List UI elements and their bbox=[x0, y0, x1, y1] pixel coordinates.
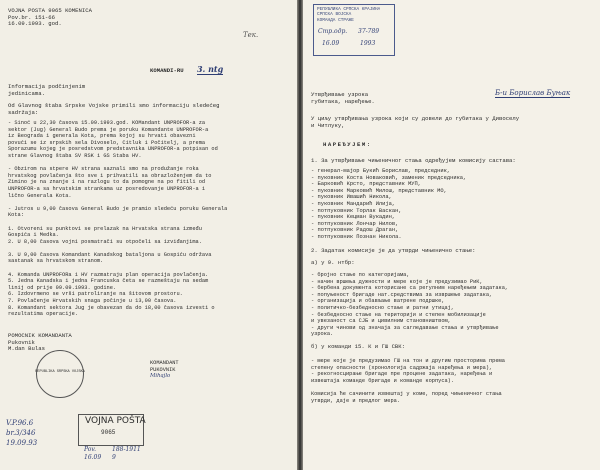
text-line: 188-1911 bbox=[112, 446, 141, 453]
text-line: Informacija podčinjenim bbox=[8, 84, 86, 90]
text-line: Pov.br. 151-66 bbox=[8, 14, 55, 21]
text-line: M.dan Bulas bbox=[8, 346, 45, 353]
text-line: Kota: bbox=[8, 212, 24, 219]
recipient-line bbox=[150, 66, 223, 75]
text-line: 6. Izdovrmeno se vrši patroliranje na šitovom prostoru. bbox=[8, 291, 183, 298]
military-post-stamp bbox=[78, 414, 144, 446]
text-line: - Obzirom na stpere HV strana saznali smo na produžanje roka bbox=[8, 166, 199, 173]
text-line: PUKOVNIK bbox=[150, 366, 176, 373]
text-line: извештаја команде бригаде и команде корпуса). bbox=[311, 377, 455, 384]
intro-block bbox=[311, 116, 519, 129]
text-line: - бербена документа которисанe са регулним наређењем задатака, bbox=[311, 285, 509, 292]
text-line: KOMANDANT bbox=[150, 360, 179, 366]
text-line bbox=[8, 245, 227, 252]
paragraph-1: 1. За утврђивање чињеничног стања одређујем комисију састава: bbox=[311, 157, 516, 164]
text-line: POMOĆNIK KOMANDANTA bbox=[8, 333, 72, 339]
text-line: - потпуковник Радош Драган, bbox=[311, 227, 399, 234]
paragraph-2b: б) у команди 15. К и ГШ СВК: bbox=[311, 343, 405, 350]
corner-handwriting: Тек. bbox=[243, 31, 259, 39]
text-line: povući se iz srpskih sela Divoselo, Čitluk i Počitelj, a prema bbox=[8, 139, 206, 146]
text-line: - попуњеност бригаде нат.средствима за извршење задатака, bbox=[311, 291, 493, 298]
text-line: - организација и обављање ватрене подршке, bbox=[311, 298, 445, 305]
text-line: - пуковник Кецман Вукадин, bbox=[311, 214, 396, 221]
text-line: - пуковник Марковић Милош, представник МО, bbox=[311, 187, 447, 194]
left-document-page bbox=[0, 0, 297, 470]
text-line: 3. ntg bbox=[196, 64, 224, 74]
text-line: утврди, даје и предлог мера. bbox=[311, 397, 401, 404]
text-line: - други чинови од значаја за сагледавање стања и утврђивање bbox=[311, 324, 499, 331]
text-line: - потпуковник Торлак Васкан, bbox=[311, 207, 402, 214]
text-line: iz Beograda i generala Kota, prema kojoj su hrvati obavezni bbox=[8, 133, 196, 140]
text-line: - рекогносцирање бригаде пре процене задатака, наређења и bbox=[311, 371, 493, 378]
text-line: и Читлуку, bbox=[311, 122, 345, 129]
text-line: 4. Komanda UNPROFORa i HV razmatraju plan operacija povlačenja. bbox=[8, 271, 209, 278]
text-line bbox=[8, 219, 227, 226]
text-line: 16.09 bbox=[84, 454, 102, 461]
paragraph-2: 2. Задатак комисије је да утврди чињенично стање: bbox=[311, 247, 476, 254]
text-line: br.3/346 bbox=[6, 429, 36, 437]
text-line: узрока. bbox=[311, 331, 334, 338]
text-line: - Барковић Крсто, представник МУП, bbox=[311, 181, 421, 188]
text-line: - пуковник Мандарић Илија, bbox=[311, 200, 396, 207]
text-line: - генерал-мајор Букић Борислав, председник, bbox=[311, 168, 451, 174]
text-line: - потпуковник Познан Никола. bbox=[311, 233, 402, 240]
header-block bbox=[8, 8, 92, 28]
text-line: KOMANDI-RU bbox=[150, 67, 184, 74]
text-line: 9065 bbox=[101, 429, 116, 436]
text-line bbox=[8, 265, 227, 272]
text-line: strane Glavnog štaba SV RSK i GŠ Štaba HV. bbox=[8, 152, 142, 159]
text-line: rezultatima operacije. bbox=[8, 311, 78, 318]
text-line: губитака, наређење. bbox=[311, 98, 375, 105]
text-line bbox=[311, 384, 505, 391]
text-line: Pukovnik bbox=[8, 339, 35, 346]
text-line: 1993 bbox=[360, 40, 376, 47]
text-line: 3. U 9,00 časova Komandant Kanadskog bataljona u Gospiću održava bbox=[8, 251, 212, 258]
text-line: 19.09.93 bbox=[6, 439, 38, 447]
list-a bbox=[311, 272, 508, 338]
text-line: Стр.одр. bbox=[318, 28, 348, 35]
text-line: КОМАНДА СТРАЖЕ bbox=[317, 17, 354, 23]
intro-block bbox=[8, 103, 219, 116]
text-line: - пуковник Ивашић Никола, bbox=[311, 194, 392, 201]
text-line: jedinicama. bbox=[8, 90, 45, 97]
text-line: степену опасности (хронологија садржаја наређења и мера), bbox=[311, 364, 493, 371]
text-line bbox=[8, 160, 227, 167]
text-line: Комисија ће сачинити извештај у коме, поред чињеничног стања bbox=[311, 390, 502, 397]
text-line: sektor (Jug) General Budo prema je poruku Komandante UNPROFOR-a bbox=[8, 126, 209, 133]
text-line: hrvatskog povlačenja što sve i prihvatili sa obrazloženjem da to bbox=[8, 172, 212, 179]
text-line: 16.09.1993. god. bbox=[8, 21, 62, 28]
signer-block bbox=[150, 360, 179, 380]
text-line: 2. U 8,00 časova vojni posmatrači su otpočeli sa izviđanjima. bbox=[8, 238, 202, 245]
text-line: У циљу утврђивања узрока који су довели до губитака у Дивоселу bbox=[311, 116, 520, 122]
registry-stamp bbox=[313, 4, 395, 56]
text-line: UNPROFOR-a sa hrvatskim strankama uz posredovanje UNPROFOR-a i bbox=[8, 185, 206, 192]
text-line: - политичко-безбедносно стање и ратни утицај, bbox=[311, 304, 455, 311]
text-line: - бројно стање по категоријама, bbox=[311, 272, 410, 278]
text-line: Od Glavnog štaba Srpske Vojske primili smo informaciju sledećeg bbox=[8, 103, 220, 109]
text-line: VOJNA POŠTA 9065 KOMENICA bbox=[8, 8, 92, 14]
text-line: Утврђивање узрока bbox=[311, 92, 369, 98]
text-line: VOJNA POŠTA bbox=[85, 416, 146, 426]
text-line: 37-789 bbox=[358, 28, 380, 35]
text-line: 9 bbox=[112, 454, 116, 461]
text-line: 7. Povlačenje Hrvatskih snaga počinje u 13,00 časova. bbox=[8, 298, 177, 305]
text-line: СРПСКА ВОЈСКА bbox=[317, 12, 352, 18]
text-line: V.P.96.6 bbox=[6, 419, 34, 427]
handwritten-registration bbox=[6, 418, 37, 448]
subject-block bbox=[311, 92, 375, 105]
text-line: linij od prije 09.09.1993. godine. bbox=[8, 284, 117, 291]
text-line: - потпуковник Лончар Нилов, bbox=[311, 220, 399, 227]
text-line: и увезаност са СЈБ и цивилним становништвом, bbox=[311, 318, 451, 325]
top-handwriting: Б-и Борислав Буњак bbox=[495, 89, 571, 97]
text-line: Sporazumu kojeg je posredstvom predstavnika UNPROFOR-a potpisan od bbox=[8, 146, 218, 153]
text-line: Mihajlo bbox=[150, 373, 171, 380]
text-line bbox=[8, 199, 227, 206]
text-line: 8. Komandant sektora Jug je obavezan da do 18,00 časova izvesti o bbox=[8, 304, 215, 311]
text-line: - пуковник Коста Новаковић, заменик председника, bbox=[311, 174, 467, 181]
text-line: 16.09 bbox=[322, 40, 340, 47]
text-line: - мере које је предузимао ГШ на тон и другим просторима према bbox=[311, 358, 505, 364]
order-heading: НАРЕЂУЈЕМ: bbox=[323, 141, 372, 148]
right-document-page bbox=[303, 0, 600, 470]
text-line: - Sinoć u 22,30 časova 15.09.1993.god. KOMandant UNPROFOR-a za bbox=[8, 120, 206, 126]
round-seal-stamp bbox=[36, 350, 84, 398]
commission-list bbox=[311, 168, 466, 241]
text-line: - Jutros u 9,00 časova General Budo je pramio sledeću poruku Generala bbox=[8, 205, 228, 212]
text-line: Zimino je na znanje i na razlogu to da pomogne na po fitili od bbox=[8, 179, 206, 186]
subject-block bbox=[8, 84, 85, 97]
text-line: 5. Jedna Kanadska i jedna Francuska četa se razmeštaju na sedam bbox=[8, 278, 209, 285]
text-line: sastanak sa hrvatskom stranom. bbox=[8, 258, 104, 265]
stamp-handwriting bbox=[84, 446, 101, 462]
list-b bbox=[311, 358, 505, 404]
text-line: - начин вршења дужности и мере које је предузимао РиК, bbox=[311, 278, 483, 285]
stamp-handwriting-2 bbox=[112, 446, 141, 462]
text-line: Pov. bbox=[84, 446, 96, 453]
text-line: 1. Otvoreni su punktovi se prelazak na Hrvatska strana između bbox=[8, 225, 202, 232]
text-line: Gospića i Medka. bbox=[8, 232, 59, 239]
text-line: lično Generala Kota. bbox=[8, 192, 72, 199]
text-line: REPUBLIKA SRPSKA VOJSKA bbox=[35, 370, 85, 374]
body-text bbox=[8, 120, 227, 318]
text-line: - безбедносно стање на територији и степен мобилизације bbox=[311, 311, 486, 318]
text-line: sadržaja: bbox=[8, 109, 39, 116]
text-line: РЕПУБЛИКА СРПСКА КРАЈИНА bbox=[317, 7, 381, 12]
paragraph-2a: а) у 9. нтбр: bbox=[311, 259, 355, 266]
